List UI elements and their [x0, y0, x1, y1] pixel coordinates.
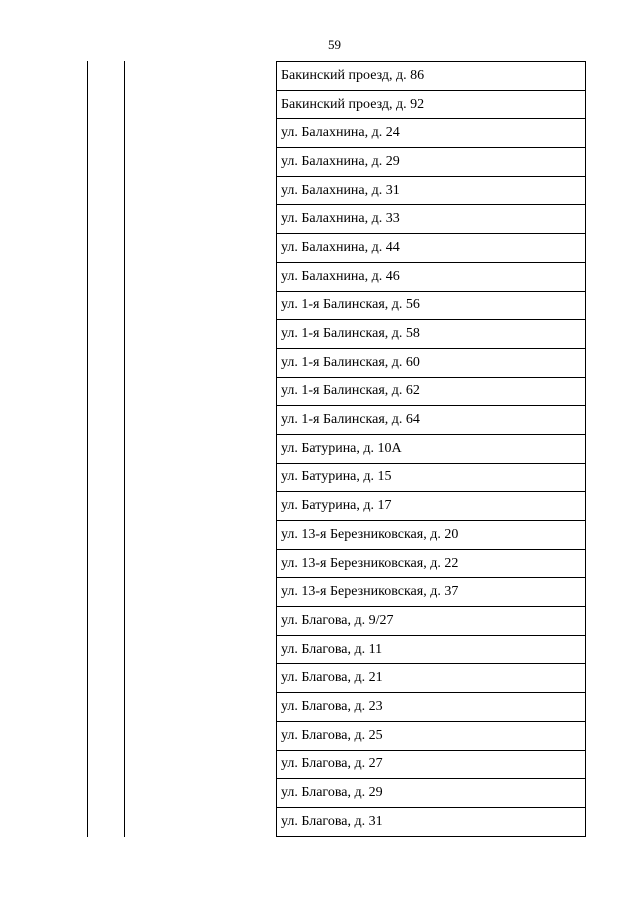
table-row	[277, 62, 586, 91]
address-cell: ул. 13-я Березниковская, д. 20	[277, 521, 586, 550]
table-row	[277, 348, 586, 377]
table-row	[277, 463, 586, 492]
table-row	[277, 205, 586, 234]
address-cell: ул. Благова, д. 11	[277, 635, 586, 664]
table-row	[277, 262, 586, 291]
table-row	[277, 779, 586, 808]
table-row	[277, 750, 586, 779]
address-cell: ул. Балахнина, д. 33	[277, 205, 586, 234]
address-cell: ул. 13-я Березниковская, д. 22	[277, 549, 586, 578]
address-cell: ул. Балахнина, д. 46	[277, 262, 586, 291]
table-row	[277, 721, 586, 750]
address-cell: ул. 1-я Балинская, д. 62	[277, 377, 586, 406]
address-cell: ул. Благова, д. 27	[277, 750, 586, 779]
address-cell: ул. Балахнина, д. 24	[277, 119, 586, 148]
table-row	[277, 148, 586, 177]
table-row	[277, 807, 586, 836]
address-cell: ул. Балахнина, д. 31	[277, 176, 586, 205]
table-row	[277, 492, 586, 521]
address-cell: Бакинский проезд, д. 86	[277, 62, 586, 91]
address-cell: ул. Батурина, д. 15	[277, 463, 586, 492]
table-row	[277, 291, 586, 320]
address-cell: ул. Балахнина, д. 44	[277, 234, 586, 263]
table-column-divider	[124, 61, 125, 837]
address-cell: ул. Батурина, д. 17	[277, 492, 586, 521]
table-row	[277, 234, 586, 263]
address-cell: ул. Благова, д. 29	[277, 779, 586, 808]
address-cell: ул. Благова, д. 23	[277, 693, 586, 722]
table-row	[277, 406, 586, 435]
address-cell: ул. Благова, д. 9/27	[277, 607, 586, 636]
table-row	[277, 635, 586, 664]
address-cell: ул. Благова, д. 31	[277, 807, 586, 836]
address-cell: ул. 13-я Березниковская, д. 37	[277, 578, 586, 607]
address-cell: ул. Батурина, д. 10А	[277, 434, 586, 463]
address-cell: ул. Благова, д. 21	[277, 664, 586, 693]
address-cell: ул. 1-я Балинская, д. 60	[277, 348, 586, 377]
table-left-border	[87, 61, 88, 837]
table-row	[277, 320, 586, 349]
table-row	[277, 607, 586, 636]
table-row	[277, 119, 586, 148]
table-row	[277, 693, 586, 722]
table-row	[277, 434, 586, 463]
table-row	[277, 578, 586, 607]
address-cell: ул. Балахнина, д. 29	[277, 148, 586, 177]
table-row	[277, 664, 586, 693]
address-cell: Бакинский проезд, д. 92	[277, 90, 586, 119]
address-cell: ул. Благова, д. 25	[277, 721, 586, 750]
address-list	[277, 62, 586, 837]
table-row	[277, 549, 586, 578]
table-row	[277, 90, 586, 119]
table-row	[277, 176, 586, 205]
page-number: 59	[328, 37, 341, 52]
address-cell: ул. 1-я Балинская, д. 56	[277, 291, 586, 320]
table-row	[277, 521, 586, 550]
address-cell: ул. 1-я Балинская, д. 58	[277, 320, 586, 349]
address-table	[276, 61, 586, 837]
table-row	[277, 377, 586, 406]
address-cell: ул. 1-я Балинская, д. 64	[277, 406, 586, 435]
